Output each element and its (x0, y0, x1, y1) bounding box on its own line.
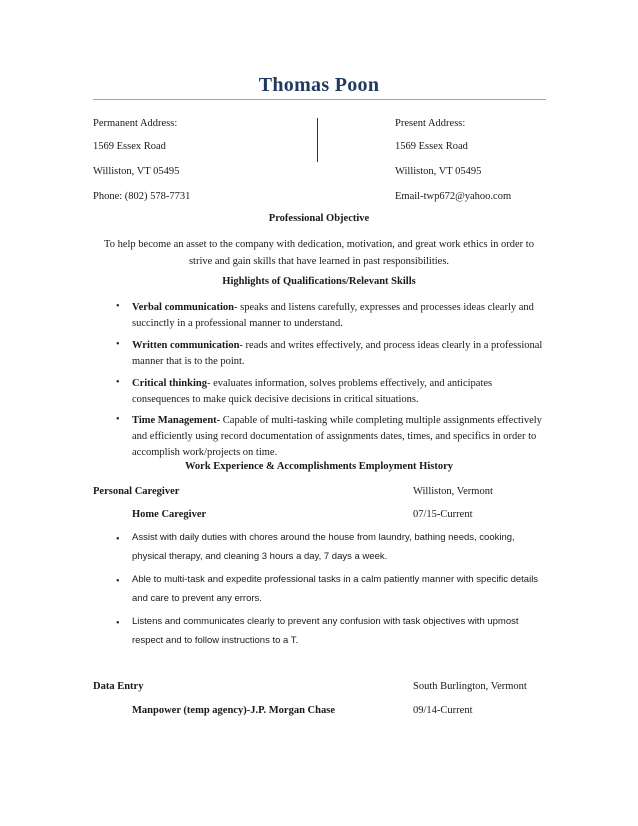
highlight-item (132, 338, 544, 370)
job-dates: 07/15-Current (413, 509, 473, 520)
phone: Phone: (802) 578-7731 (93, 191, 191, 202)
job-location: Williston, Vermont (413, 486, 493, 497)
highlights-heading: Highlights of Qualifications/Relevant Skills (222, 276, 416, 287)
bullet-icon: • (116, 576, 120, 587)
permanent-address-heading: Permanent Address: (93, 118, 178, 129)
job-title: Data Entry (93, 681, 144, 692)
job-employer: Manpower (temp agency)-J.P. Morgan Chase (132, 705, 335, 716)
highlight-item (132, 376, 544, 408)
highlight-title: Time Management- (132, 415, 221, 426)
highlight-title: Critical thinking (132, 378, 207, 389)
present-address-city: Williston, VT 05495 (395, 166, 482, 177)
highlight-item (132, 413, 544, 461)
bullet-icon: • (116, 339, 120, 350)
highlight-text: - evaluates information, solves problems effectively, and anticipates consequences to make quick decisive decisions in critical situations. (132, 378, 493, 405)
present-address-street: 1569 Essex Road (395, 141, 468, 152)
bullet-icon: • (116, 534, 120, 545)
work-heading: Work Experience & Accomplishments Employment History (184, 461, 454, 472)
objective-heading: Professional Objective (268, 213, 370, 224)
highlight-title: Verbal communication (132, 302, 234, 313)
job-duty: Able to multi-task and expedite professional tasks in a calm patiently manner with specific details and care to prevent any errors. (132, 574, 539, 604)
bullet-icon: • (116, 414, 120, 425)
candidate-name: Thomas Poon (258, 74, 380, 96)
highlight-text: - reads and writes effectively, and process ideas clearly in a professional manner that is to the point. (132, 340, 543, 367)
bullet-icon: • (116, 301, 120, 312)
job-employer: Home Caregiver (132, 509, 207, 520)
job-location: South Burlington, Vermont (413, 681, 527, 692)
job-duty: Listens and communicates clearly to prevent any confusion with task objectives with upmost respect and to follow instructions to a T. (132, 616, 519, 646)
present-address-heading: Present Address: (395, 118, 466, 129)
permanent-address-city: Williston, VT 05495 (93, 166, 180, 177)
bullet-icon: • (116, 618, 120, 629)
highlight-text: Capable of multi-tasking while completing multiple assignments effectively and efficiently using record documentation of assignments dates, times, and specifics in order to accomplish work/projects on time. (132, 415, 542, 458)
address-divider (317, 118, 318, 162)
highlight-title: Written communication (132, 340, 240, 351)
job-duty: Assist with daily duties with chores around the house from laundry, bathing needs, cooking, physical therapy, and cleaning 3 hours a day, 7 days a week. (132, 532, 515, 562)
email: Email-twp672@yahoo.com (395, 191, 512, 202)
permanent-address-street: 1569 Essex Road (93, 141, 166, 152)
objective-line-2: strive and gain skills that have learned in past responsibilities. (188, 256, 450, 267)
job-dates: 09/14-Current (413, 705, 473, 716)
objective-text (90, 236, 548, 270)
highlight-text: - speaks and listens carefully, expresses and processes ideas clearly and succinctly in a professional manner to understand. (132, 302, 534, 329)
header-divider (93, 99, 546, 100)
highlight-item (132, 300, 544, 332)
objective-line-1: To help become an asset to the company with dedication, motivation, and great work ethics in order to (104, 239, 534, 250)
bullet-icon: • (116, 377, 120, 388)
job-title: Personal Caregiver (93, 486, 180, 497)
